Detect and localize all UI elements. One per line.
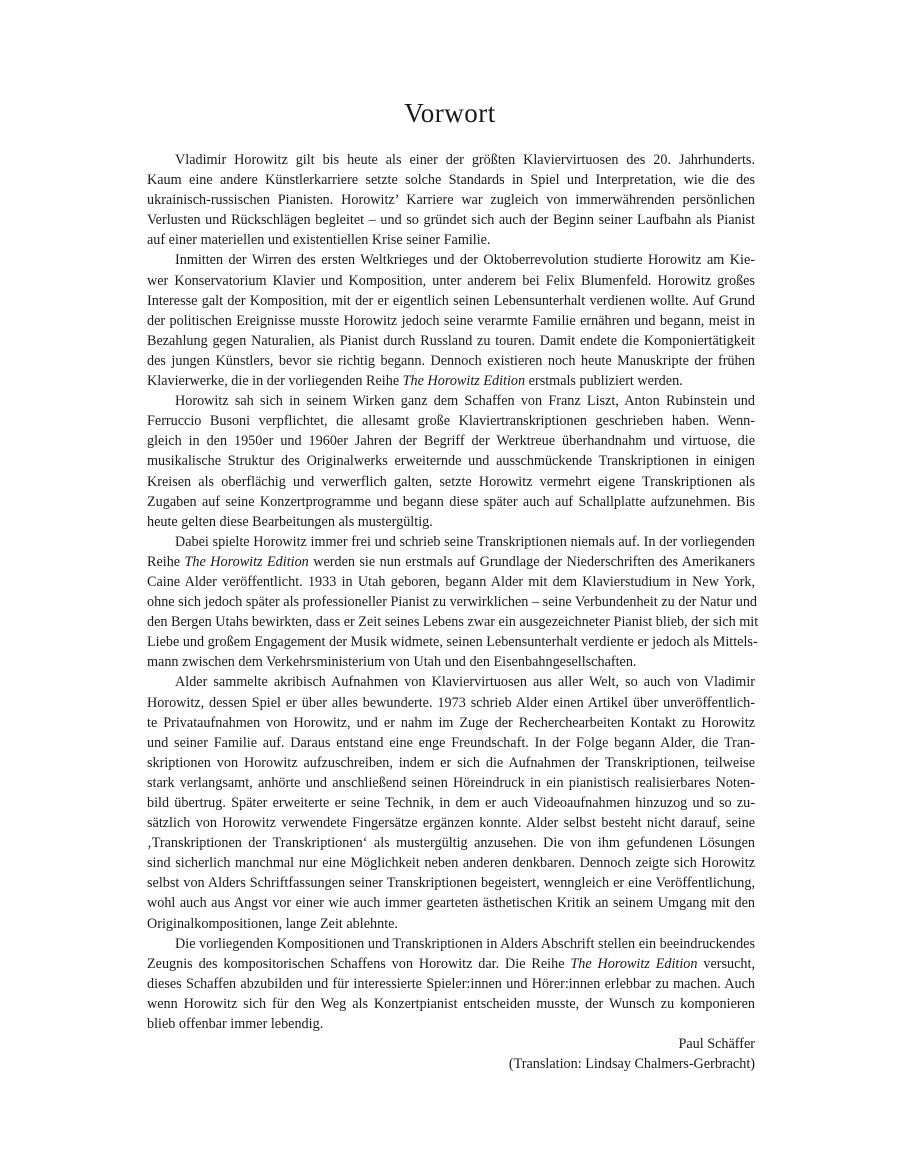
text-line: Horowitz sah sich in seinem Wirken ganz dem Schaffen von Franz Liszt, Anton Rubinstein und: [175, 393, 755, 410]
text-line: wohl auch aus Angst vor einer wie auch immer gearteten ästhetischen Kritik an seinem Umgang mit den: [147, 895, 755, 912]
text-line: selbst von Alders Schriftfassungen seiner Transkriptionen begeistert, wenngleich er eine Veröffentlichung,: [147, 875, 755, 892]
text-line: Bezahlung gegen Naturalien, als Pianist durch Russland zu touren. Damit endete die Komponiertätigkeit: [147, 332, 755, 349]
text-line: ‚Transkriptionen der Transkriptionen‘ als mustergültig anzusehen. Die von ihm gefundenen Lösungen: [147, 835, 755, 852]
text-line: des jungen Künstlers, bevor sie richtig begann. Dennoch existieren noch heute Manuskripte der frühen: [147, 352, 755, 369]
paragraph: [147, 672, 755, 933]
text-line: Zeugnis des kompositorischen Schaffens von Horowitz dar. Die Reihe The Horowitz Edition versucht,: [147, 955, 755, 972]
text-line: Liebe und großem Engagement der Musik widmete, seinen Lebensunterhalt verdiente er jedoch als Mittels-: [147, 634, 758, 651]
text-line: ohne sich jedoch später als professioneller Pianist zu verwirklichen – seine Verbundenheit zu der Natur und: [147, 594, 758, 611]
text-line: Verlusten und Rückschlägen begleitet – und so gründet sich auch der Beginn seiner Laufbahn als Pianist: [147, 212, 755, 229]
text-line: ukrainisch-russischen Pianisten. Horowitz’ Karriere war zugleich von immerwährenden persönlichen: [147, 192, 755, 209]
text-line: Die vorliegenden Kompositionen und Transkriptionen in Alders Abschrift stellen ein beeindruckendes: [175, 935, 755, 952]
paragraph: [147, 391, 755, 532]
author-signature: Paul Schäffer: [678, 1036, 755, 1053]
text-line: wer Konservatorium Klavier und Komposition, unter anderem bei Felix Blumenfeld. Horowitz großes: [147, 272, 755, 289]
page-title: Vorwort: [404, 98, 496, 128]
text-line: auf einer materiellen und existentiellen Krise seiner Familie.: [147, 232, 491, 249]
text-line: te Privataufnahmen von Horowitz, und er nahm im Zuge der Recherchearbeiten Kontakt zu Horowitz: [147, 714, 755, 731]
text-line: Vladimir Horowitz gilt bis heute als einer der größten Klaviervirtuosen des 20. Jahrhunderts.: [175, 152, 755, 168]
paragraph: [147, 250, 755, 391]
text-line: Kaum eine andere Künstlerkarriere setzte solche Standards in Spiel und Interpretation, wie die des: [147, 172, 755, 189]
text-line: musikalische Struktur des Originalwerks erweiternde und ausschmückende Transkriptionen in einigen: [147, 453, 755, 470]
text-line: Alder sammelte akribisch Aufnahmen von Klaviervirtuosen aus aller Welt, so auch von Vladimir: [175, 674, 755, 691]
foreword-body: [147, 150, 759, 1074]
text-line: den Bergen Utahs bewirkten, dass er Zeit seines Lebens zwar ein ausgezeichneter Pianist blieb, der sich mit: [147, 614, 759, 631]
paragraph: [147, 532, 759, 673]
paragraph: [147, 934, 755, 1034]
text-line: Dabei spielte Horowitz immer frei und schrieb seine Transkriptionen niemals auf. In der vorliegenden: [175, 533, 755, 550]
paragraph: [147, 150, 755, 250]
text-line: und seiner Familie auf. Daraus entstand eine enge Freundschaft. In der Folge begann Alder, die Tran-: [147, 734, 755, 751]
text-line: dieses Schaffen abzubilden und für interessierte Spieler:innen und Hörer:innen erlebbar zu machen. Auch: [147, 975, 755, 992]
text-line: sätzlich von Horowitz verwendete Fingersätze ergänzen konnte. Alder selbst besteht nicht darauf, seine: [147, 815, 755, 832]
text-line: der politischen Ereignisse musste Horowitz jedoch seine verarmte Familie ernähren und begann, meist in: [147, 312, 755, 329]
text-line: Horowitz, dessen Spiel er über alles bewunderte. 1973 schrieb Alder einen Artikel über unveröffentlich-: [147, 694, 755, 711]
text-line: Reihe The Horowitz Edition werden sie nun erstmals auf Grundlage der Niederschriften des Amerikaners: [147, 553, 756, 570]
text-line: Inmitten der Wirren des ersten Weltkrieges und der Oktoberrevolution studierte Horowitz am Kie-: [175, 252, 755, 269]
text-line: skriptionen von Horowitz aufzuschreiben, indem er sich die Aufnahmen der Transkriptionen, teilweise: [147, 754, 755, 771]
text-line: Interesse galt der Komposition, mit der er eigentlich seinen Lebensunterhalt verdienen wollte. Auf Grund: [147, 292, 755, 309]
text-line: Kreisen als oberflächig und verwerflich galten, setzte Horowitz vermehrt eigene Transkriptionen als: [147, 473, 755, 490]
text-line: Klavierwerke, die in der vorliegenden Reihe The Horowitz Edition erstmals publiziert werden.: [147, 373, 683, 390]
text-line: Originalkompositionen, lange Zeit ablehnte.: [147, 915, 398, 932]
text-line: gleich in den 1950er und 1960er Jahren der Begriff der Werktreue überhandnahm und virtuose, die: [147, 433, 755, 450]
text-line: wenn Horowitz sich für den Weg als Konzertpianist entscheiden musste, der Wunsch zu komponieren: [147, 995, 755, 1012]
text-line: blieb offenbar immer lebendig.: [147, 1016, 324, 1033]
text-line: heute gelten diese Bearbeitungen als mustergültig.: [147, 513, 433, 530]
text-line: bild übertrug. Später erweiterte er seine Technik, in dem er auch Videoaufnahmen hinzuzog und so zu-: [147, 795, 755, 811]
text-line: sind sicherlich manchmal nur eine Möglichkeit neben anderen denkbaren. Dennoch zeigte sich Horowitz: [147, 855, 755, 872]
text-line: Zugaben auf seine Konzertprogramme und begann diese später auch auf Schallplatte aufzunehmen. Bis: [147, 493, 755, 510]
text-line: mann zwischen dem Verkehrsministerium von Utah und den Eisenbahngesellschaften.: [147, 654, 637, 671]
text-line: Caine Alder veröffentlicht. 1933 in Utah geboren, begann Alder mit dem Klavierstudium in New York,: [147, 573, 755, 590]
text-line: stark verlangsamt, anhörte und anschließend seinen Höreindruck in ein pianistisch realisierbares Noten-: [147, 774, 755, 791]
translation-credit: (Translation: Lindsay Chalmers-Gerbracht): [508, 1056, 755, 1073]
text-line: Ferruccio Busoni verpflichtet, die allesamt große Klaviertranskriptionen geschrieben haben. Wenn-: [147, 413, 755, 430]
